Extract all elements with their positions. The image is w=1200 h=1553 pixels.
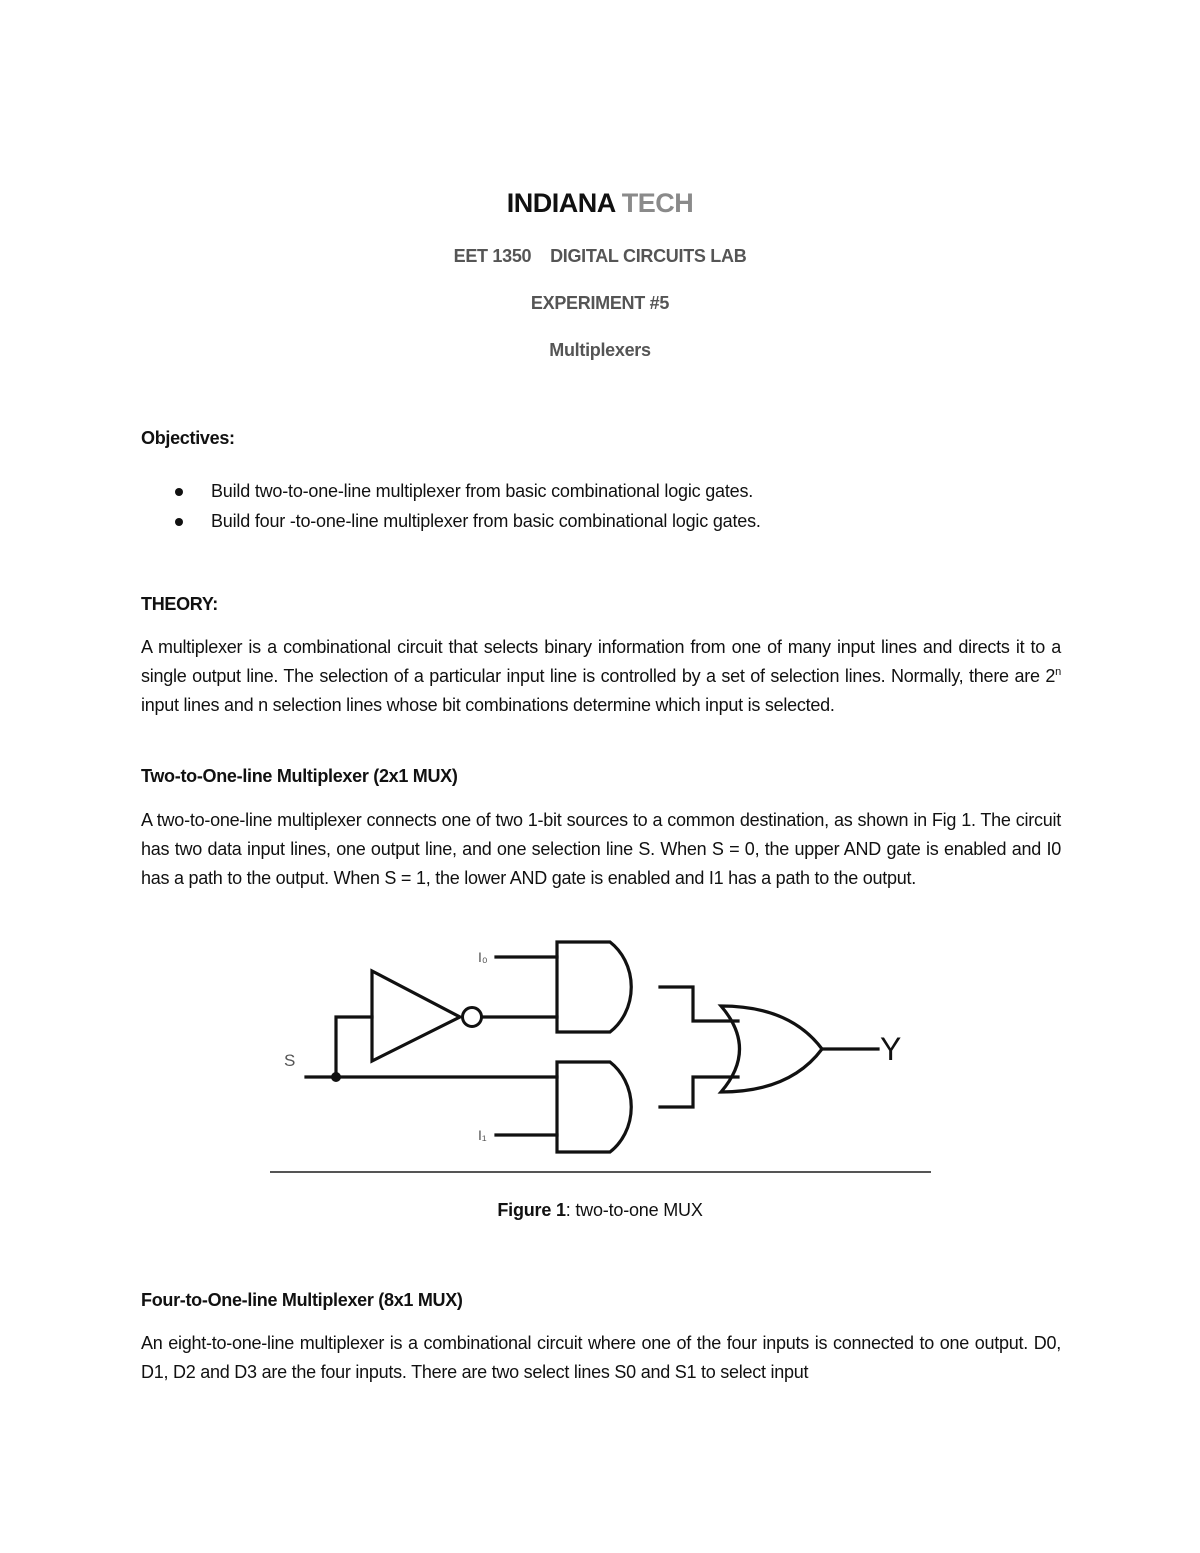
theory-heading: THEORY: — [141, 594, 218, 614]
list-item: Build two-to-one-line multiplexer from basic combinational logic gates. — [172, 476, 761, 506]
label-s: S — [284, 1051, 296, 1070]
s-branch-wire — [336, 1017, 372, 1077]
institution-title — [0, 188, 1200, 219]
or-gate — [721, 1006, 822, 1092]
bullet-icon — [175, 518, 183, 526]
and-gate-upper — [557, 942, 631, 1032]
title-light: TECH — [621, 188, 694, 218]
label-i0: I₀ — [478, 949, 488, 965]
inverter-bubble — [463, 1008, 482, 1027]
and-gate-lower — [557, 1062, 631, 1152]
mux4-paragraph: An eight-to-one-line multiplexer is a combinational circuit where one of the four inputs is connected to one output. D0, D1, D2 and D3 are the four inputs. There are two select lines S0 and S1 to select input — [141, 1333, 1061, 1382]
mux2-heading: Two-to-One-line Multiplexer (2x1 MUX) — [141, 766, 458, 786]
list-item: Build four -to-one-line multiplexer from basic combinational logic gates. — [172, 506, 761, 536]
experiment-topic: Multiplexers — [549, 340, 651, 360]
bullet-icon — [175, 488, 183, 496]
title-bold: INDIANA — [506, 188, 615, 218]
experiment-number: EXPERIMENT #5 — [530, 293, 670, 313]
mux-circuit-diagram — [0, 935, 1200, 1175]
inverter-gate — [372, 971, 460, 1061]
label-y: Y — [880, 1031, 902, 1067]
course-title: EET 1350 DIGITAL CIRCUITS LAB — [453, 246, 747, 266]
theory-paragraph: A multiplexer is a combinational circuit that selects binary information from one of many input lines and directs it to a single output line. The selection of a particular input line is controlled by a set of selection lines. Normally, there are 2$^n$ input lines and n selection lines whose bit combinations determine which input is selected. — [141, 637, 1061, 715]
objectives-list — [172, 476, 761, 536]
mux4-heading: Four-to-One-line Multiplexer (8x1 MUX) — [141, 1290, 463, 1310]
junction-dot — [331, 1072, 341, 1082]
objectives-heading: Objectives: — [141, 428, 235, 448]
label-i1: I₁ — [478, 1127, 487, 1143]
and-upper-out-wire — [660, 987, 738, 1021]
figure-caption: Figure 1: two-to-one MUX — [497, 1200, 703, 1220]
mux2-paragraph: A two-to-one-line multiplexer connects one of two 1-bit sources to a common destination, as shown in Fig 1. The circuit has two data input lines, one output line, and one selection line S. When S = 0, the upper AND gate is enabled and I0 has a path to the output. When S = 1, the lower AND gate is enabled and I1 has a path to the output. — [141, 810, 1061, 888]
